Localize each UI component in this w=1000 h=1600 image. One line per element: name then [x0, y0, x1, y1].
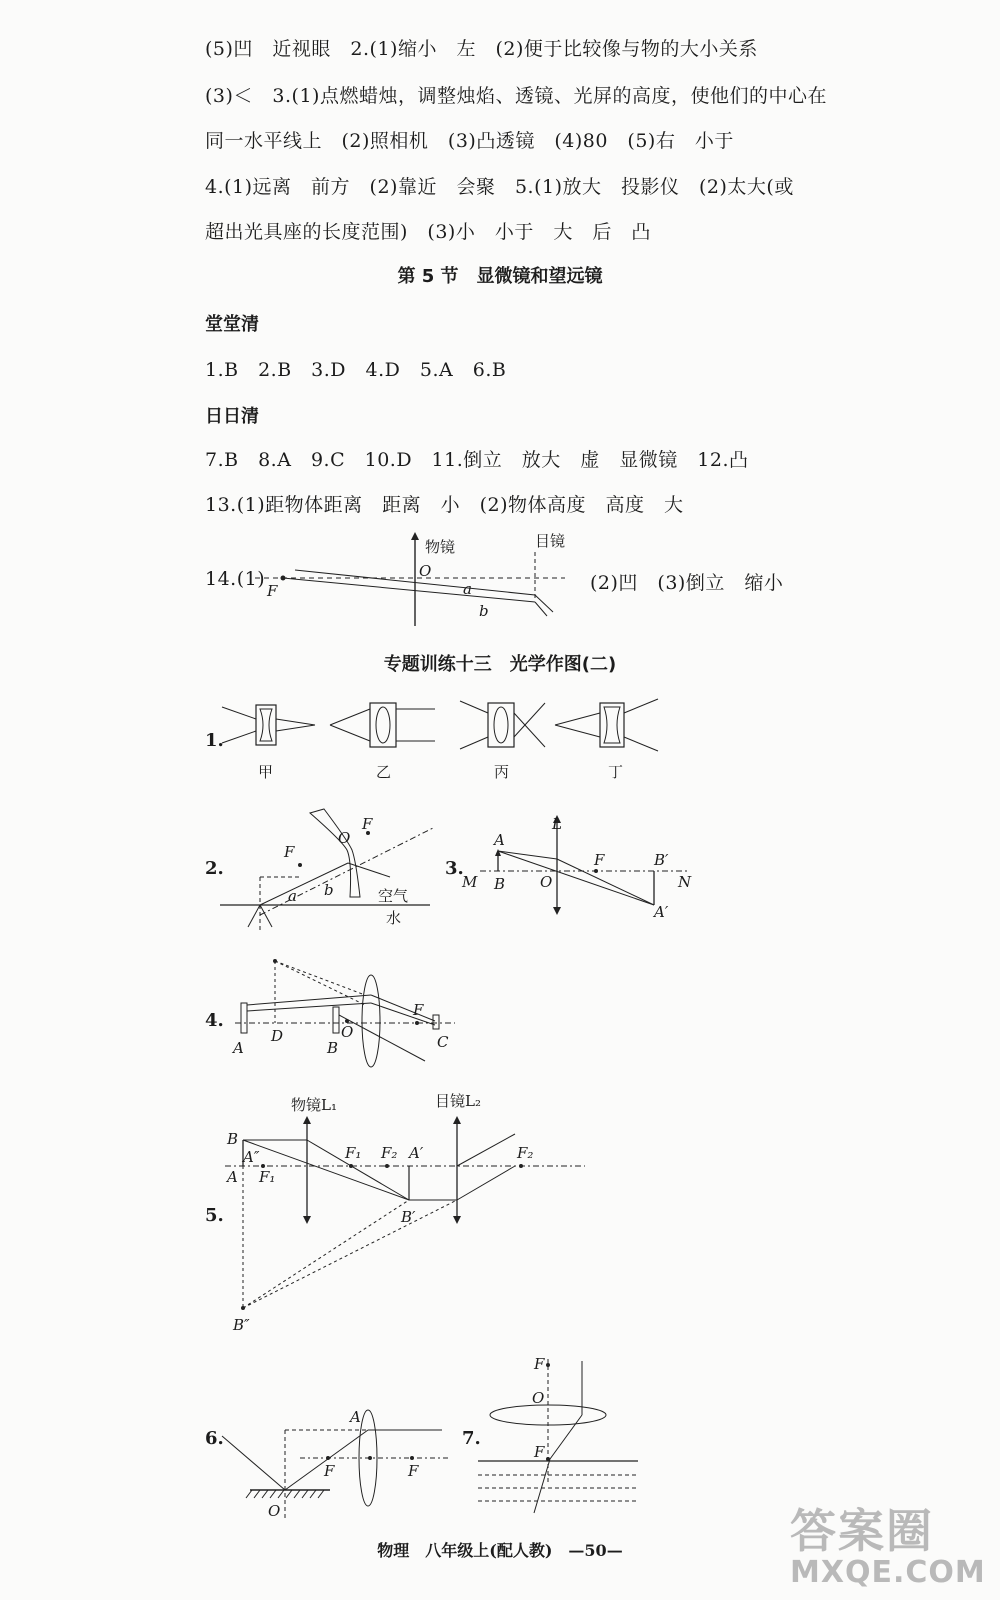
watermark-text: 答案圈: [790, 1504, 934, 1558]
q1-diagram-yi: [330, 703, 435, 781]
q2-refraction-lens-diagram: [220, 805, 440, 935]
rrq-heading: 日日清: [205, 406, 259, 427]
q4-number: 4.: [205, 1010, 224, 1031]
q1-number: 1.: [205, 730, 224, 751]
topic-title: 专题训练十三 光学作图(二): [383, 654, 617, 675]
q6-mirror-lens-diagram: [220, 1390, 460, 1520]
svg-text:空气: 空气: [378, 887, 409, 905]
svg-text:A′: A′: [654, 903, 669, 921]
svg-text:水: 水: [386, 909, 402, 927]
svg-text:B: B: [327, 1039, 339, 1057]
svg-text:F: F: [594, 851, 605, 869]
q14-tail: (2)凹 (3)倒立 缩小: [590, 572, 784, 594]
svg-text:F: F: [267, 582, 278, 600]
svg-text:F: F: [324, 1462, 335, 1480]
svg-text:a: a: [463, 580, 472, 598]
svg-text:b: b: [324, 881, 334, 899]
q7-number: 7.: [462, 1428, 481, 1449]
q1-diagram-ding: [555, 699, 658, 781]
svg-text:C: C: [437, 1033, 449, 1051]
svg-text:A: A: [494, 831, 505, 849]
watermark: [790, 1495, 986, 1595]
watermark-url: MXQE.COM: [790, 1555, 986, 1590]
svg-text:F: F: [534, 1443, 545, 1461]
svg-text:F: F: [534, 1355, 545, 1373]
rrq-line-2: 13.(1)距物体距离 距离 小 (2)物体高度 高度 大: [205, 494, 684, 516]
page-footer: 物理 八年级上(配人教) —50—: [377, 1541, 623, 1560]
ttq-answers: 1.B 2.B 3.D 4.D 5.A 6.B: [205, 359, 507, 381]
svg-text:F: F: [408, 1462, 419, 1480]
svg-text:N: N: [678, 873, 692, 891]
eyepiece-label: 目镜: [535, 532, 566, 550]
answer-line-4: 4.(1)远离 前方 (2)靠近 会聚 5.(1)放大 投影仪 (2)太大(或: [205, 176, 794, 198]
svg-text:D: D: [271, 1027, 284, 1045]
svg-text:B″: B″: [233, 1316, 250, 1334]
svg-text:A″: A″: [243, 1148, 260, 1166]
svg-text:丁: 丁: [608, 763, 624, 781]
rrq-line-1: 7.B 8.A 9.C 10.D 11.倒立 放大 虚 显微镜 12.凸: [205, 449, 749, 471]
svg-text:F: F: [413, 1001, 424, 1019]
q1-lens-diagrams: [220, 695, 660, 795]
objective-label: 物镜: [425, 538, 456, 556]
section-title: 第 5 节 显微镜和望远镜: [397, 266, 603, 287]
svg-text:O: O: [268, 1502, 281, 1520]
q3-convex-lens-diagram: [460, 815, 700, 921]
svg-text:M: M: [462, 873, 478, 891]
answer-line-5: 超出光具座的长度范围) (3)小 小于 大 后 凸: [205, 221, 651, 243]
q5-number: 5.: [205, 1205, 224, 1226]
svg-text:b: b: [479, 602, 489, 620]
svg-text:F₁: F₁: [259, 1168, 276, 1186]
svg-text:A′: A′: [409, 1144, 424, 1162]
answer-line-3: 同一水平线上 (2)照相机 (3)凸透镜 (4)80 (5)右 小于: [205, 130, 734, 152]
answer-line-1: (5)凹 近视眼 2.(1)缩小 左 (2)便于比较像与物的大小关系: [205, 38, 758, 60]
svg-text:L: L: [552, 815, 562, 833]
svg-text:B: B: [494, 875, 506, 893]
svg-text:物镜L₁: 物镜L₁: [291, 1096, 337, 1114]
svg-text:O: O: [532, 1389, 545, 1407]
q1-diagram-jia: [222, 705, 315, 781]
svg-text:O: O: [540, 873, 553, 891]
ttq-heading: 堂堂清: [205, 314, 259, 335]
svg-text:A: A: [227, 1168, 238, 1186]
svg-text:A: A: [233, 1039, 244, 1057]
svg-text:F₂: F₂: [381, 1144, 398, 1162]
q6-number: 6.: [205, 1428, 224, 1449]
svg-text:F: F: [284, 843, 295, 861]
svg-text:a: a: [288, 887, 297, 905]
q3-number: 3.: [445, 858, 464, 879]
q5-telescope-diagram: [225, 1090, 595, 1360]
q7-lens-water-diagram: [478, 1355, 648, 1515]
svg-text:丙: 丙: [494, 763, 510, 781]
svg-text:O: O: [419, 562, 432, 580]
q1-diagram-bing: [460, 701, 545, 781]
svg-text:B′: B′: [401, 1208, 416, 1226]
answer-line-2: (3)＜ 3.(1)点燃蜡烛，调整烛焰、透镜、光屏的高度，使他们的中心在: [205, 85, 827, 107]
svg-text:F: F: [362, 815, 373, 833]
svg-text:甲: 甲: [258, 763, 274, 781]
svg-text:F₂: F₂: [517, 1144, 534, 1162]
q14-label: 14.(1): [205, 568, 266, 590]
q2-number: 2.: [205, 858, 224, 879]
svg-text:O: O: [341, 1023, 354, 1041]
svg-text:目镜L₂: 目镜L₂: [435, 1092, 481, 1110]
svg-text:A: A: [350, 1408, 361, 1426]
svg-text:乙: 乙: [376, 763, 392, 781]
q4-lens-diagram: [225, 955, 465, 1075]
q14-microscope-diagram: [255, 530, 575, 630]
svg-text:B′: B′: [654, 851, 669, 869]
svg-text:B: B: [227, 1130, 239, 1148]
svg-text:O: O: [338, 829, 351, 847]
svg-text:F₁: F₁: [345, 1144, 362, 1162]
